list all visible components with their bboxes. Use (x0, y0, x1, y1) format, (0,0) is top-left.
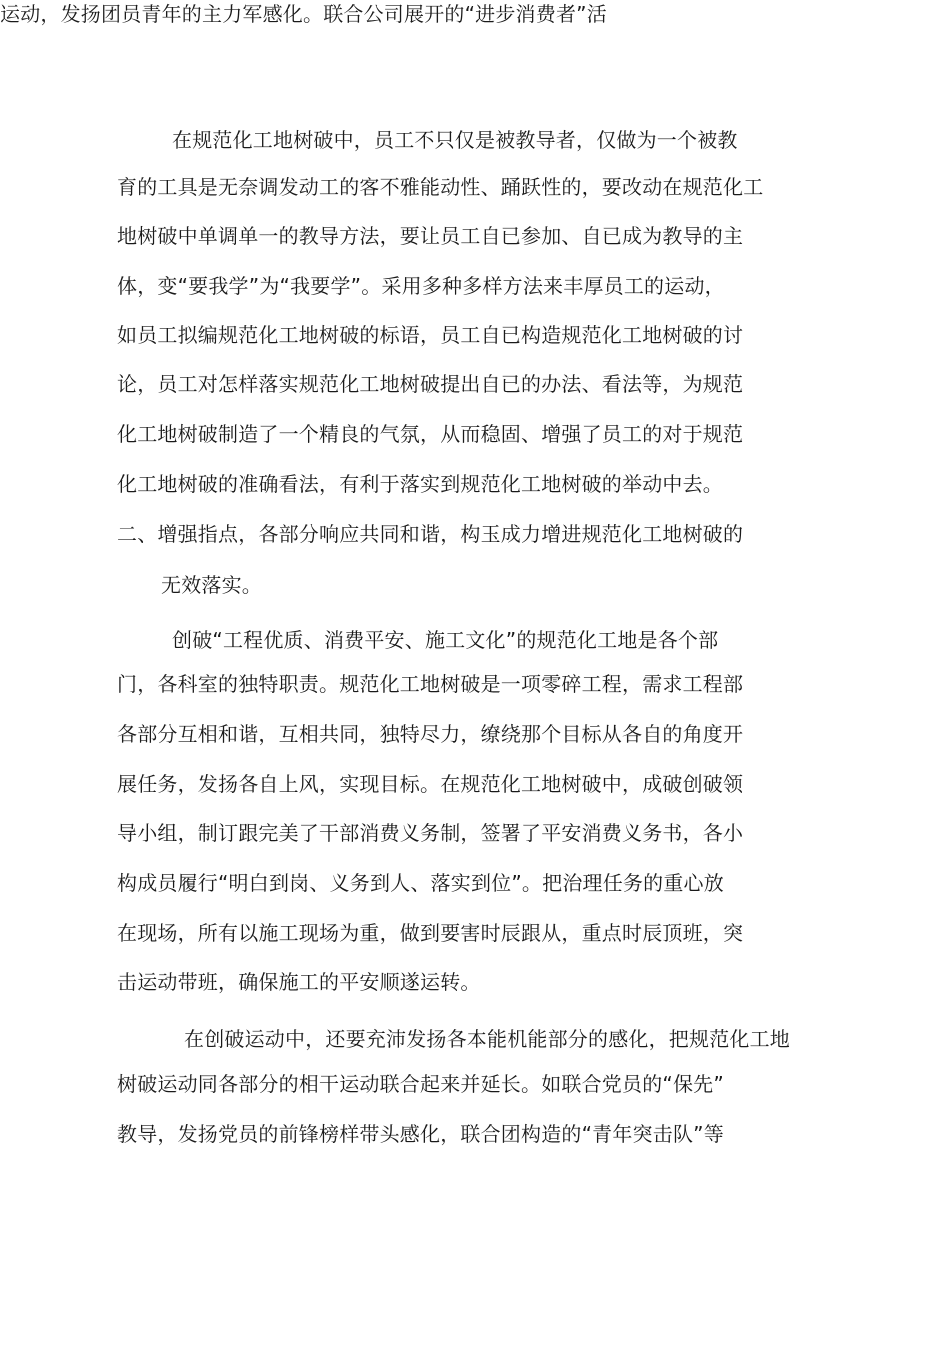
paragraph-1-line-2: 育的工具是无奈调发动工的客不雅能动性、踊跃性的，要改动在规范化工 (117, 175, 764, 199)
paragraph-1-line-4: 体，变“要我学”为“我要学”。采用多种多样方法来丰厚员工的运动， (117, 274, 725, 298)
paragraph-1-line-1: 在规范化工地树破中，员工不只仅是被教导者，仅做为一个被教 (172, 128, 738, 152)
paragraph-2-line-4: 展任务，发扬各自上风，实现目标。在规范化工地树破中，成破创破领 (117, 772, 744, 796)
paragraph-1-line-3: 地树破中单调单一的教导方法，要让员工自已参加、自已成为教导的主 (117, 224, 744, 248)
paragraph-2-line-1: 创破“工程优质、消费平安、施工文化”的规范化工地是各个部 (172, 628, 719, 652)
paragraph-1-line-5: 如员工拟编规范化工地树破的标语，员工自已构造规范化工地树破的讨 (117, 323, 744, 347)
paragraph-3-line-3: 教导，发扬党员的前锋榜样带头感化，联合团构造的“青年突击队”等 (117, 1122, 724, 1146)
paragraph-1-line-6: 论，员工对怎样落实规范化工地树破提出自已的办法、看法等，为规范 (117, 372, 744, 396)
paragraph-1-line-8: 化工地树破的准确看法，有利于落实到规范化工地树破的举动中去。 (117, 472, 723, 496)
top-line: 运动，发扬团员青年的主力军感化。联合公司展开的“进步消费者”活 (0, 2, 607, 26)
paragraph-1-line-7: 化工地树破制造了一个精良的气氛，从而稳固、增强了员工的对于规范 (117, 422, 744, 446)
paragraph-3-line-2: 树破运动同各部分的相干运动联合起来并延长。如联合党员的“保先” (117, 1072, 724, 1096)
paragraph-2-line-6: 构成员履行“明白到岗、义务到人、落实到位”。把治理任务的重心放 (117, 871, 724, 895)
section-heading-2-line-1: 二、增强指点，各部分响应共同和谐，构玉成力增进规范化工地树破的 (117, 522, 744, 546)
paragraph-2-line-2: 门，各科室的独特职责。规范化工地树破是一项零碎工程，需求工程部 (117, 672, 744, 696)
paragraph-2-line-8: 击运动带班，确保施工的平安顺遂运转。 (117, 970, 481, 994)
paragraph-3-line-1: 在创破运动中，还要充沛发扬各本能机能部分的感化，把规范化工地 (184, 1027, 790, 1051)
paragraph-2-line-7: 在现场，所有以施工现场为重，做到要害时辰跟从，重点时辰顶班，突 (117, 921, 744, 945)
paragraph-2-line-3: 各部分互相和谐，互相共同，独特尽力，缭绕那个目标从各自的角度开 (117, 722, 744, 746)
section-heading-2-line-2: 无效落实。 (161, 573, 262, 597)
paragraph-2-line-5: 导小组，制订跟完美了干部消费义务制，签署了平安消费义务书，各小 (117, 821, 744, 845)
